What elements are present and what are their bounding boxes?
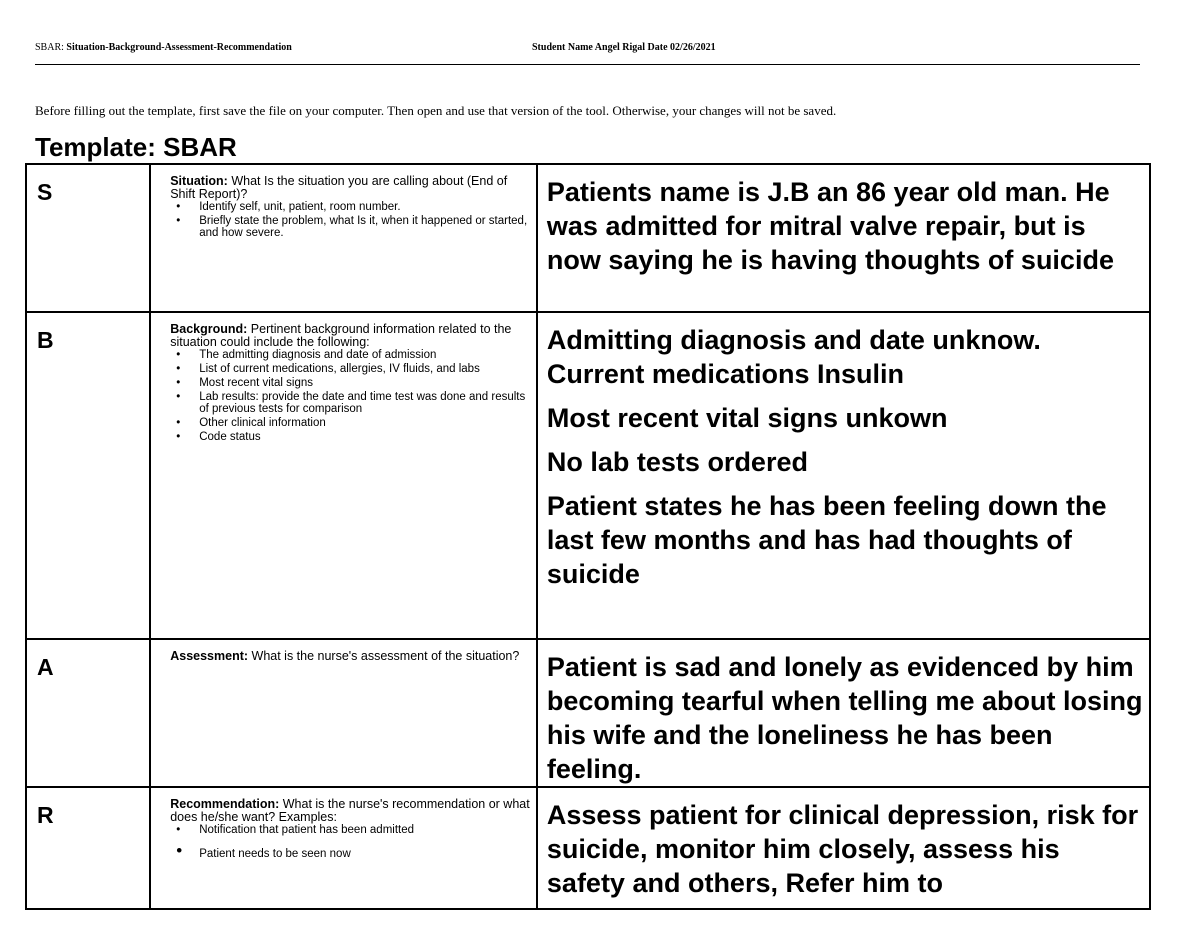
template-title: Template: SBAR	[35, 132, 237, 162]
recommendation-bullet: • Patient needs to be seen now	[199, 848, 530, 860]
assessment-heading: Assessment:	[170, 649, 249, 663]
situation-heading: Situation:	[170, 174, 228, 188]
header-title: Situation-Background-Assessment-Recommendation	[66, 42, 292, 53]
background-letter-cell	[26, 312, 150, 639]
situation-prompt-text: What Is the situation you are calling about (End of Shift Report)?	[170, 174, 508, 201]
assessment-row	[26, 639, 1150, 787]
background-bullet: • Other clinical information	[199, 417, 530, 429]
assessment-prompt-cell	[150, 639, 537, 787]
situation-letter: S	[37, 179, 53, 205]
header-left	[35, 42, 292, 53]
background-bullet: • Code status	[199, 431, 530, 443]
background-response-line: Admitting diagnosis and date unknow.	[546, 325, 1041, 355]
background-response-line: Current medications Insulin	[546, 359, 904, 389]
background-heading: Background:	[170, 322, 248, 336]
background-prompt-cell	[150, 312, 537, 639]
situation-bullet: • Identify self, unit, patient, room number.	[199, 201, 530, 213]
background-row	[26, 312, 1150, 639]
background-bullet: • Lab results: provide the date and time test was done and results of previous tests for comparison	[199, 391, 530, 415]
background-response-cell[interactable]	[537, 312, 1150, 639]
background-response-line: Patient states he has been feeling down the last few months and has had thoughts of suicide	[546, 491, 1107, 589]
background-bullet: • The admitting diagnosis and date of admission	[199, 349, 530, 361]
header-divider	[35, 64, 1140, 65]
assessment-prompt-text: What is the nurse's assessment of the situation?	[251, 649, 520, 663]
recommendation-row	[26, 787, 1150, 909]
situation-response-cell[interactable]	[537, 164, 1150, 312]
background-response-line: Most recent vital signs unkown	[546, 403, 948, 433]
recommendation-heading: Recommendation:	[170, 797, 280, 811]
recommendation-response-cell[interactable]	[537, 787, 1150, 909]
situation-bullet-list	[170, 201, 530, 239]
background-bullet-list	[170, 349, 530, 443]
situation-prompt-cell	[150, 164, 537, 312]
background-prompt-text: Pertinent background information related to the situation could include the following:	[170, 322, 512, 349]
recommendation-bullet-list	[170, 824, 530, 860]
assessment-response-text: Patient is sad and lonely as evidenced by him becoming tearful when telling me about losing his wife and the loneliness he has been feeling.	[546, 652, 1143, 784]
sbar-table	[25, 163, 1151, 910]
situation-letter-cell	[26, 164, 150, 312]
situation-bullet: • Briefly state the problem, what Is it, when it happened or started, and how severe.	[199, 215, 530, 239]
recommendation-bullet: • Notification that patient has been admitted	[199, 824, 530, 836]
assessment-letter-cell	[26, 639, 150, 787]
header-student-info: Student Name Angel Rigal Date 02/26/2021	[532, 42, 716, 53]
assessment-letter: A	[37, 654, 54, 680]
background-response-line: No lab tests ordered	[546, 447, 808, 477]
situation-response-text: Patients name is J.B an 86 year old man. He was admitted for mitral valve repair, but is now saying he is having thoughts of suicide	[546, 177, 1114, 275]
recommendation-prompt-text: What is the nurse's recommendation or what does he/she want? Examples:	[170, 797, 530, 824]
instructions-text: Before filling out the template, first save the file on your computer. Then open and use that version of the tool. Otherwise, your changes will not be saved.	[35, 103, 837, 118]
assessment-response-cell[interactable]	[537, 639, 1150, 787]
background-letter: B	[37, 327, 54, 353]
recommendation-response-text: Assess patient for clinical depression, risk for suicide, monitor him closely, assess his safety and others, Refer him to	[546, 800, 1139, 898]
background-bullet: • Most recent vital signs	[199, 377, 530, 389]
situation-row	[26, 164, 1150, 312]
recommendation-letter-cell	[26, 787, 150, 909]
recommendation-prompt-cell	[150, 787, 537, 909]
background-bullet: • List of current medications, allergies, IV fluids, and labs	[199, 363, 530, 375]
recommendation-letter: R	[37, 802, 54, 828]
header-prefix: SBAR:	[35, 42, 64, 53]
